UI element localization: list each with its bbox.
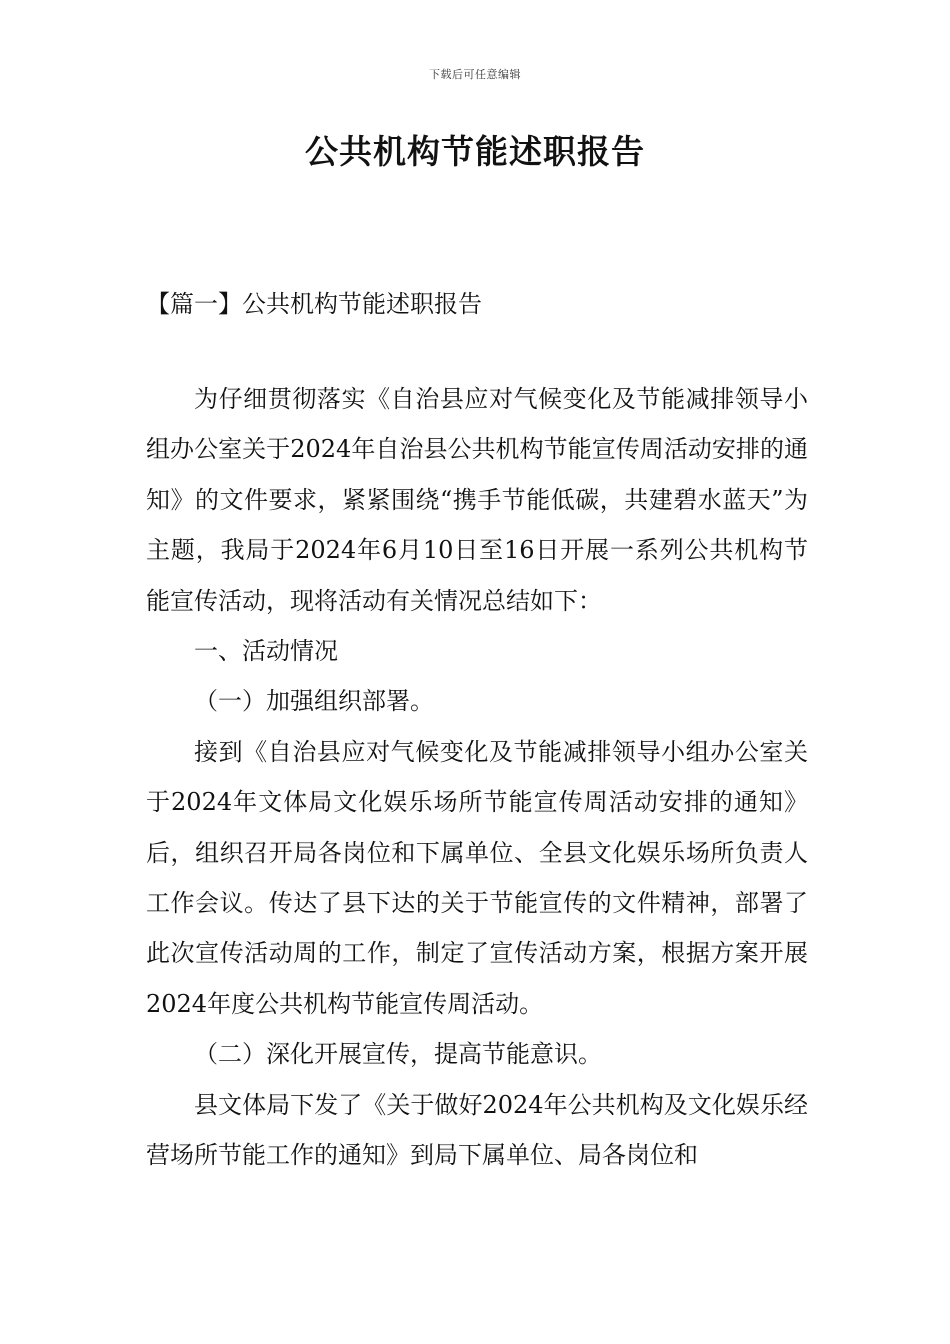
document-title: 公共机构节能述职报告 [305, 132, 645, 171]
document-body [146, 374, 808, 1181]
paragraph-organization: 接到《自治县应对气候变化及节能减排领导小组办公室关于2024年文体局文化娱乐场所节能宣传周活动安排的通知》后，组织召开局各岗位和下属单位、全县文化娱乐场所负责人工作会议。传达了县下达的关于节能宣传的文件精神，部署了此次宣传活动周的工作，制定了宣传活动方案，根据方案开展2024年度公共机构节能宣传周活动。 [146, 737, 808, 1018]
paragraph-notice: 县文体局下发了《关于做好2024年公共机构及文化娱乐经营场所节能工作的通知》到局下属单位、局各岗位和 [146, 1090, 808, 1170]
paragraph-subheading-1: （一）加强组织部署。 [194, 687, 434, 716]
paragraph-subheading-2: （二）深化开展宣传，提高节能意识。 [194, 1040, 602, 1069]
section-heading: 【篇一】公共机构节能述职报告 [146, 290, 482, 318]
header-note: 下载后可任意编辑 [429, 68, 521, 81]
paragraph-heading-activities: 一、活动情况 [194, 637, 338, 666]
paragraph-intro: 为仔细贯彻落实《自治县应对气候变化及节能减排领导小组办公室关于2024年自治县公共机构节能宣传周活动安排的通知》的文件要求，紧紧围绕“携手节能低碳，共建碧水蓝天”为主题，我局于2024年6月10日至16日开展一系列公共机构节能宣传活动，现将活动有关情况总结如下： [146, 385, 808, 615]
